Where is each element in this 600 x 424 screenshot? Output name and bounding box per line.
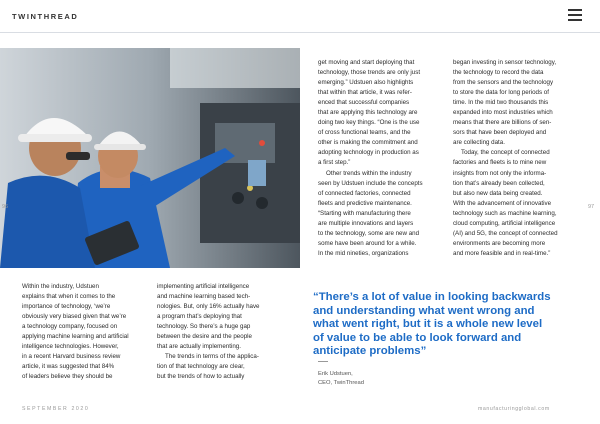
text-line: tion of that technology are clear, xyxy=(157,363,245,371)
text-line: insights from not only the informa- xyxy=(453,169,547,177)
article-column-1 xyxy=(22,282,158,382)
pull-quote-line: and understanding what went wrong and xyxy=(313,304,535,317)
text-line: technology, those trends are only just xyxy=(318,69,421,77)
text-line: importance of technology, ‘we’re xyxy=(22,303,111,311)
text-line: are multiple innovations and layers xyxy=(318,219,414,227)
text-line: some have been around for a while. xyxy=(318,239,417,247)
text-line: that are applying this technology are xyxy=(318,109,418,117)
text-line: of connected factories, connected xyxy=(318,189,411,197)
quote-author-role: CEO, TwinThread xyxy=(318,379,364,386)
top-bar xyxy=(0,0,600,33)
text-line: factories and fleets is to mine new xyxy=(453,159,547,167)
text-line: Other trends within the industry xyxy=(326,169,412,177)
text-line: but also new data being created. xyxy=(453,189,543,197)
page-number-left: 96 xyxy=(2,204,9,210)
pull-quote-line: what went right, but it is a whole new level xyxy=(313,318,543,331)
text-line: Within the industry, Udstuen xyxy=(22,283,99,290)
text-line: Today, the concept of connected xyxy=(461,149,550,157)
text-line: expanded into most industries which xyxy=(453,109,553,117)
text-line: fleets and predictive maintenance. xyxy=(318,199,412,207)
text-line: but the trends of how to actually xyxy=(157,373,245,381)
text-line: technology such as machine learning, xyxy=(453,209,557,217)
text-line: the technology to record the data xyxy=(453,69,544,77)
text-line: article, it was suggested that 84% xyxy=(22,363,115,371)
text-line: obviously very biased given that we’re xyxy=(22,313,127,321)
text-line: “Starting with manufacturing there xyxy=(318,209,411,217)
text-line: get moving and start deploying that xyxy=(318,59,415,66)
text-line: of leaders believe they should be xyxy=(22,373,113,381)
brand-logo-text: TWINTHREAD xyxy=(12,12,79,21)
footer-website: manufacturingglobal.com xyxy=(478,406,550,412)
text-line: The trends in terms of the applica- xyxy=(165,353,259,361)
text-line: other is making the commitment and xyxy=(318,139,418,147)
text-line: a technology company, focused on xyxy=(22,323,118,331)
text-line: a program that’s deploying that xyxy=(157,313,242,321)
pull-quote-line: of value to be able to look forward and xyxy=(313,331,522,344)
footer-date: SEPTEMBER 2020 xyxy=(22,406,90,412)
text-line: began investing in sensor technology, xyxy=(453,59,557,66)
article-column-3 xyxy=(318,58,455,259)
text-line: to store the data for long periods of xyxy=(453,89,549,97)
text-line: tion that’s already been collected, xyxy=(453,179,545,187)
text-line: applying machine learning and artificial xyxy=(22,333,129,341)
quote-author-name: Erik Udstuen, xyxy=(318,371,353,377)
page-number-right: 97 xyxy=(588,204,595,210)
text-line: emerging.” Udstuen also highlights xyxy=(318,79,414,87)
pull-quote-line: “There’s a lot of value in looking backwards xyxy=(313,291,551,303)
text-line: (AI) and 5G, the concept of connected xyxy=(453,229,558,237)
engineers-photo xyxy=(0,48,300,268)
text-line: intelligence technologies. However, xyxy=(22,343,119,351)
text-line: are collecting data. xyxy=(453,139,505,147)
text-line: doing two key things. “One is the use xyxy=(318,119,420,127)
text-line: and machine learning based tech- xyxy=(157,293,251,301)
text-line: With the advancement of innovative xyxy=(453,199,552,207)
text-line: that within that article, it was refer- xyxy=(318,89,412,97)
article-column-4 xyxy=(453,58,590,259)
text-line: In the mid nineties, organizations xyxy=(318,249,409,257)
text-line: time. In the mid two thousands this xyxy=(453,99,549,107)
text-line: in a recent Harvard business review xyxy=(22,353,121,361)
text-line: seen by Udstuen include the concepts xyxy=(318,179,423,187)
text-line: enced that successful companies xyxy=(318,99,410,107)
pull-quote-line: anticipate problems” xyxy=(313,345,427,358)
quote-divider xyxy=(318,361,328,362)
text-line: nologies. But, only 16% actually have xyxy=(157,303,260,311)
text-line: between the desire and the people xyxy=(157,333,252,341)
text-line: sors that have been deployed and xyxy=(453,129,547,137)
text-line: technology. So there’s a huge gap xyxy=(157,323,251,331)
text-line: a first step.” xyxy=(318,159,351,167)
text-line: means that there are billions of sen- xyxy=(453,119,552,127)
quote-attribution xyxy=(318,370,364,387)
text-line: implementing artificial intelligence xyxy=(157,283,250,290)
text-line: adopting technology in production as xyxy=(318,149,419,157)
pull-quote xyxy=(313,291,593,359)
text-line: of cross functional teams, and the xyxy=(318,129,411,137)
text-line: that are actually implementing. xyxy=(157,343,241,351)
text-line: explains that when it comes to the xyxy=(22,293,116,301)
text-line: environments are becoming more xyxy=(453,239,546,247)
text-line: cloud computing, artificial intelligence xyxy=(453,219,556,227)
hamburger-menu-icon[interactable] xyxy=(568,9,582,21)
text-line: from the sensors and the technology xyxy=(453,79,554,87)
text-line: and more feasible and in real-time.” xyxy=(453,249,551,257)
article-column-2 xyxy=(157,282,293,382)
text-line: to the technology, some are new and xyxy=(318,229,420,237)
